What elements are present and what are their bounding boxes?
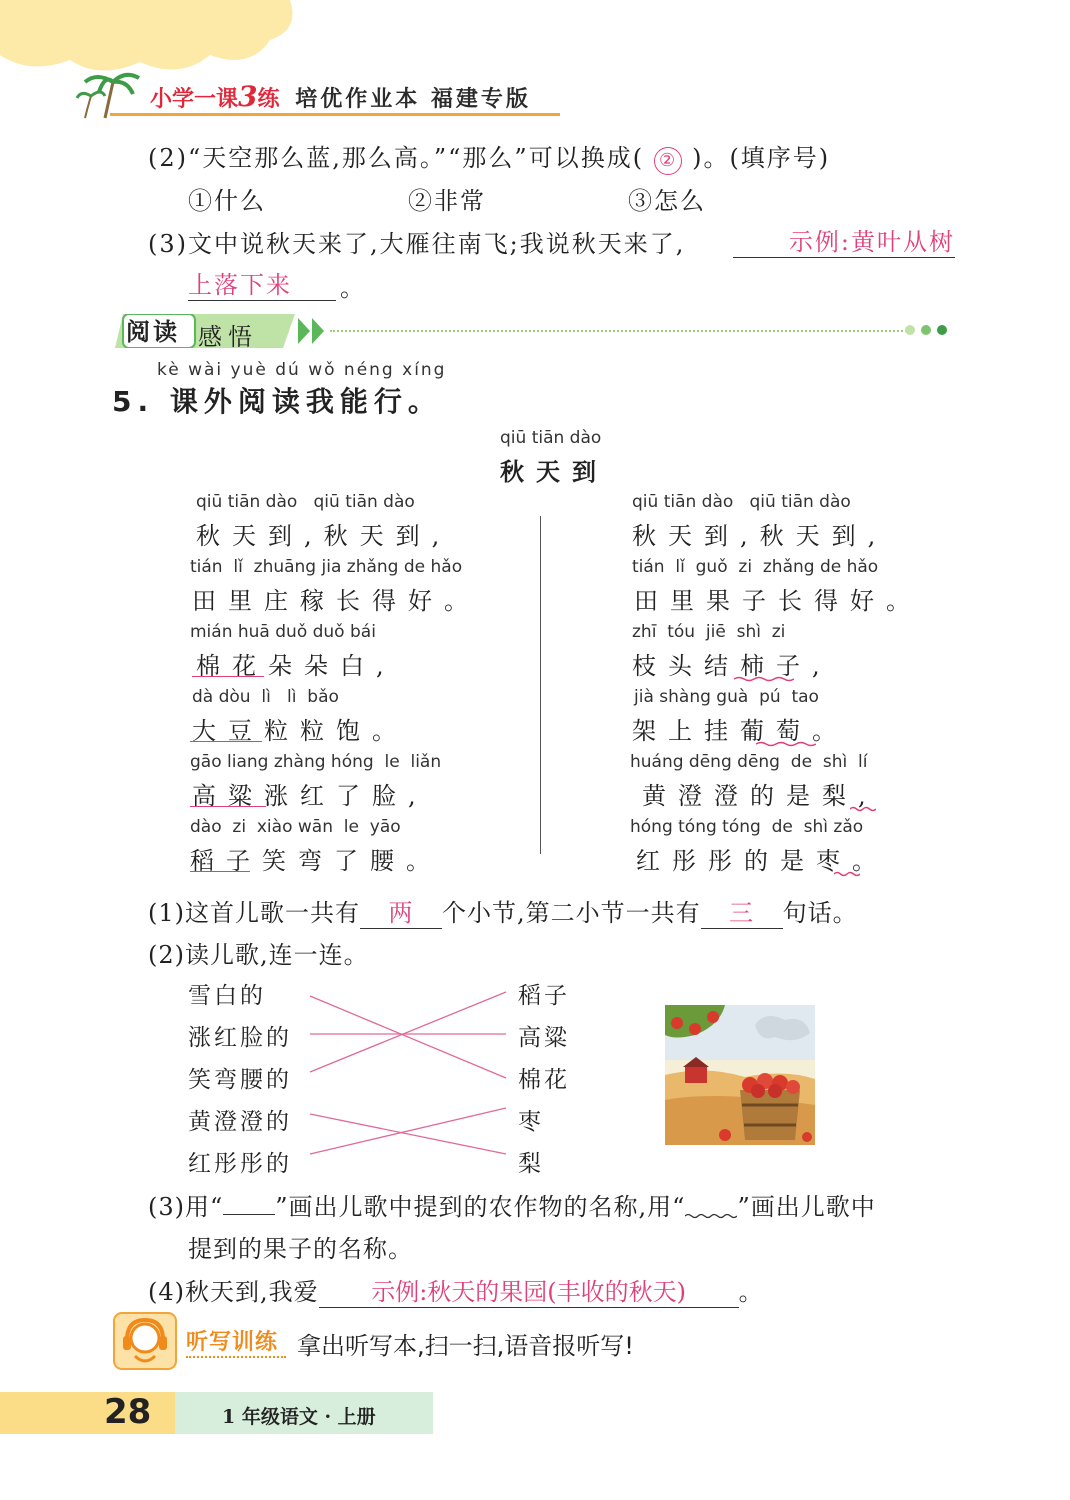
poem-right-line-3: 枝头结柿子, (632, 652, 832, 680)
grade-label: 1 年级语文 · 上册 (222, 1406, 376, 1428)
wave-underline-putao (756, 741, 816, 747)
header-title (150, 80, 531, 113)
poem-left-line-4: 大豆粒粒饱。 (192, 717, 408, 745)
q4-option-1: ①什么 (188, 187, 266, 215)
q5-sub2: (2)读儿歌,连一连。 (148, 941, 369, 969)
poem-right-py-5: huáng dēng dēng de shì lí (630, 752, 868, 772)
brand-part1: 小学 (150, 86, 195, 112)
match-left-4: 黄澄澄的 (188, 1109, 292, 1135)
q4-item3-answer-b: 上落下来 (188, 265, 336, 301)
brand-part3: 练 (257, 86, 280, 112)
q5-sub4-answer: 示例:秋天的果园(丰收的秋天) (319, 1272, 739, 1308)
listen-label: 听写训练 (186, 1330, 279, 1355)
q5-sub4 (148, 1272, 764, 1308)
q5-sub1-text-a: (1)这首儿歌一共有 (148, 899, 360, 927)
q4-item2-text-a: (2)“天空那么蓝,那么高。”“那么”可以换成( (148, 144, 645, 172)
q4-item3-end: 。 (340, 274, 366, 302)
poem-right-line-1: 秋天到,秋天到, (632, 522, 888, 550)
section-label-a: 阅读 (126, 318, 180, 346)
poem-left-line-5: 高粱涨红了脸, (192, 782, 428, 810)
match-left-2: 涨红脸的 (188, 1025, 292, 1051)
poem-left-py-6: dào zi xiào wān le yāo (190, 817, 401, 837)
poem-left-py-3: mián huā duǒ duǒ bái (190, 622, 376, 642)
header-underline (110, 113, 560, 116)
q5-pinyin: kè wài yuè dú wǒ néng xíng (157, 360, 447, 380)
poem-right-line-2: 田里果子长得好。 (634, 587, 922, 615)
q5-sub1-answer-1: 两 (360, 893, 442, 929)
listen-text: 拿出听写本,扫一扫,语音报听写! (297, 1332, 634, 1360)
q5-sub1-text-c: 句话。 (782, 899, 858, 927)
poem-right-line-5: 黄澄澄的是梨, (642, 782, 878, 810)
section-label-b: 感悟 (198, 323, 258, 351)
header-subtitle: 培优作业本 福建专版 (295, 86, 531, 112)
q4-item2-text-b: )。(填序号) (692, 144, 831, 172)
headset-icon (113, 1312, 177, 1370)
q4-item2-answer: ② (654, 147, 682, 175)
poem-left-py-4: dà dòu lì lì bǎo (192, 687, 339, 707)
poem-title-pinyin: qiū tiān dào (500, 428, 602, 448)
underline-daozi (190, 871, 250, 872)
match-lines (308, 990, 508, 1170)
q5-sub3-text-d: 提到的果子的名称。 (188, 1235, 413, 1263)
poem-right-py-3: zhī tóu jiē shì zi (632, 622, 786, 642)
poem-right-py-6: hóng tóng tóng de shì zǎo (630, 817, 864, 837)
wave-underline-shizi (734, 676, 794, 682)
poem-right-py-1: qiū tiān dào qiū tiān dào (632, 492, 851, 512)
q5-sub3-text-a: (3)用“ (148, 1193, 224, 1221)
q4-option-3: ③怎么 (628, 187, 706, 215)
q5-sub1 (148, 893, 858, 929)
dots-icon (904, 324, 948, 336)
q4-item2 (148, 138, 830, 175)
q5-sub3-text-c: ”画出儿歌中 (737, 1193, 876, 1221)
poem-left-line-6: 稻子笑弯了腰。 (190, 847, 442, 875)
match-right-2: 高粱 (518, 1025, 570, 1051)
section-dotted-line (330, 330, 910, 332)
q5-sub4-text-b: 。 (738, 1278, 764, 1306)
wave-underline-li (850, 806, 876, 812)
underline-dadou (190, 741, 262, 742)
q5-sub4-text-a: (4)秋天到,我爱 (148, 1278, 319, 1306)
q4-option-2: ②非常 (408, 187, 486, 215)
match-left-3: 笑弯腰的 (188, 1067, 292, 1093)
poem-left-py-1: qiū tiān dào qiū tiān dào (196, 492, 415, 512)
poem-divider (540, 516, 541, 854)
q4-item3-text: (3)文中说秋天来了,大雁往南飞;我说秋天来了, (148, 230, 686, 258)
brand-num: 3 (238, 80, 258, 113)
q5-title: 5. 课外阅读我能行。 (112, 385, 442, 418)
q5-sub1-text-b: 个小节,第二小节一共有 (442, 899, 701, 927)
match-right-4: 枣 (518, 1109, 544, 1135)
poem-left-line-2: 田里庄稼长得好。 (192, 587, 480, 615)
q4-item3 (148, 224, 685, 259)
brand-part2: 一课 (194, 86, 239, 112)
q5-sub1-answer-2: 三 (701, 893, 783, 929)
match-left-1: 雪白的 (188, 983, 266, 1009)
poem-right-line-4: 架上挂葡萄。 (632, 717, 848, 745)
poem-right-py-2: tián lǐ guǒ zi zhǎng de hǎo (632, 557, 879, 577)
match-right-5: 梨 (518, 1151, 544, 1177)
q5-sub3-text-b: ”画出儿歌中提到的农作物的名称,用“ (275, 1193, 686, 1221)
harvest-illustration (665, 1005, 815, 1145)
poem-left-py-5: gāo liang zhàng hóng le liǎn (190, 752, 442, 772)
poem-left-py-2: tián lǐ zhuāng jia zhǎng de hǎo (190, 557, 463, 577)
poem-right-py-4: jià shàng guà pú tao (634, 687, 819, 707)
poem-right-line-6: 红彤彤的是枣。 (636, 847, 888, 875)
straight-line-symbol (223, 1214, 275, 1215)
poem-left-line-1: 秋天到,秋天到, (196, 522, 452, 550)
underline-mianhua (192, 676, 264, 677)
match-right-1: 稻子 (518, 983, 570, 1009)
underline-gaoliang (190, 806, 266, 807)
wavy-line-symbol (685, 1195, 737, 1215)
listen-dots (186, 1356, 286, 1358)
match-right-3: 棉花 (518, 1067, 570, 1093)
poem-title: 秋天到 (500, 457, 608, 486)
wave-underline-zao (834, 871, 860, 877)
poem-left-line-3: 棉花朵朵白, (196, 652, 396, 680)
q4-item3-answer-a: 示例:黄叶从树 (733, 222, 955, 258)
double-arrow-icon (296, 316, 330, 346)
match-left-5: 红彤彤的 (188, 1151, 292, 1177)
page-number: 28 (104, 1392, 152, 1432)
cloud-decoration (0, 0, 300, 80)
q5-sub3 (148, 1187, 876, 1222)
